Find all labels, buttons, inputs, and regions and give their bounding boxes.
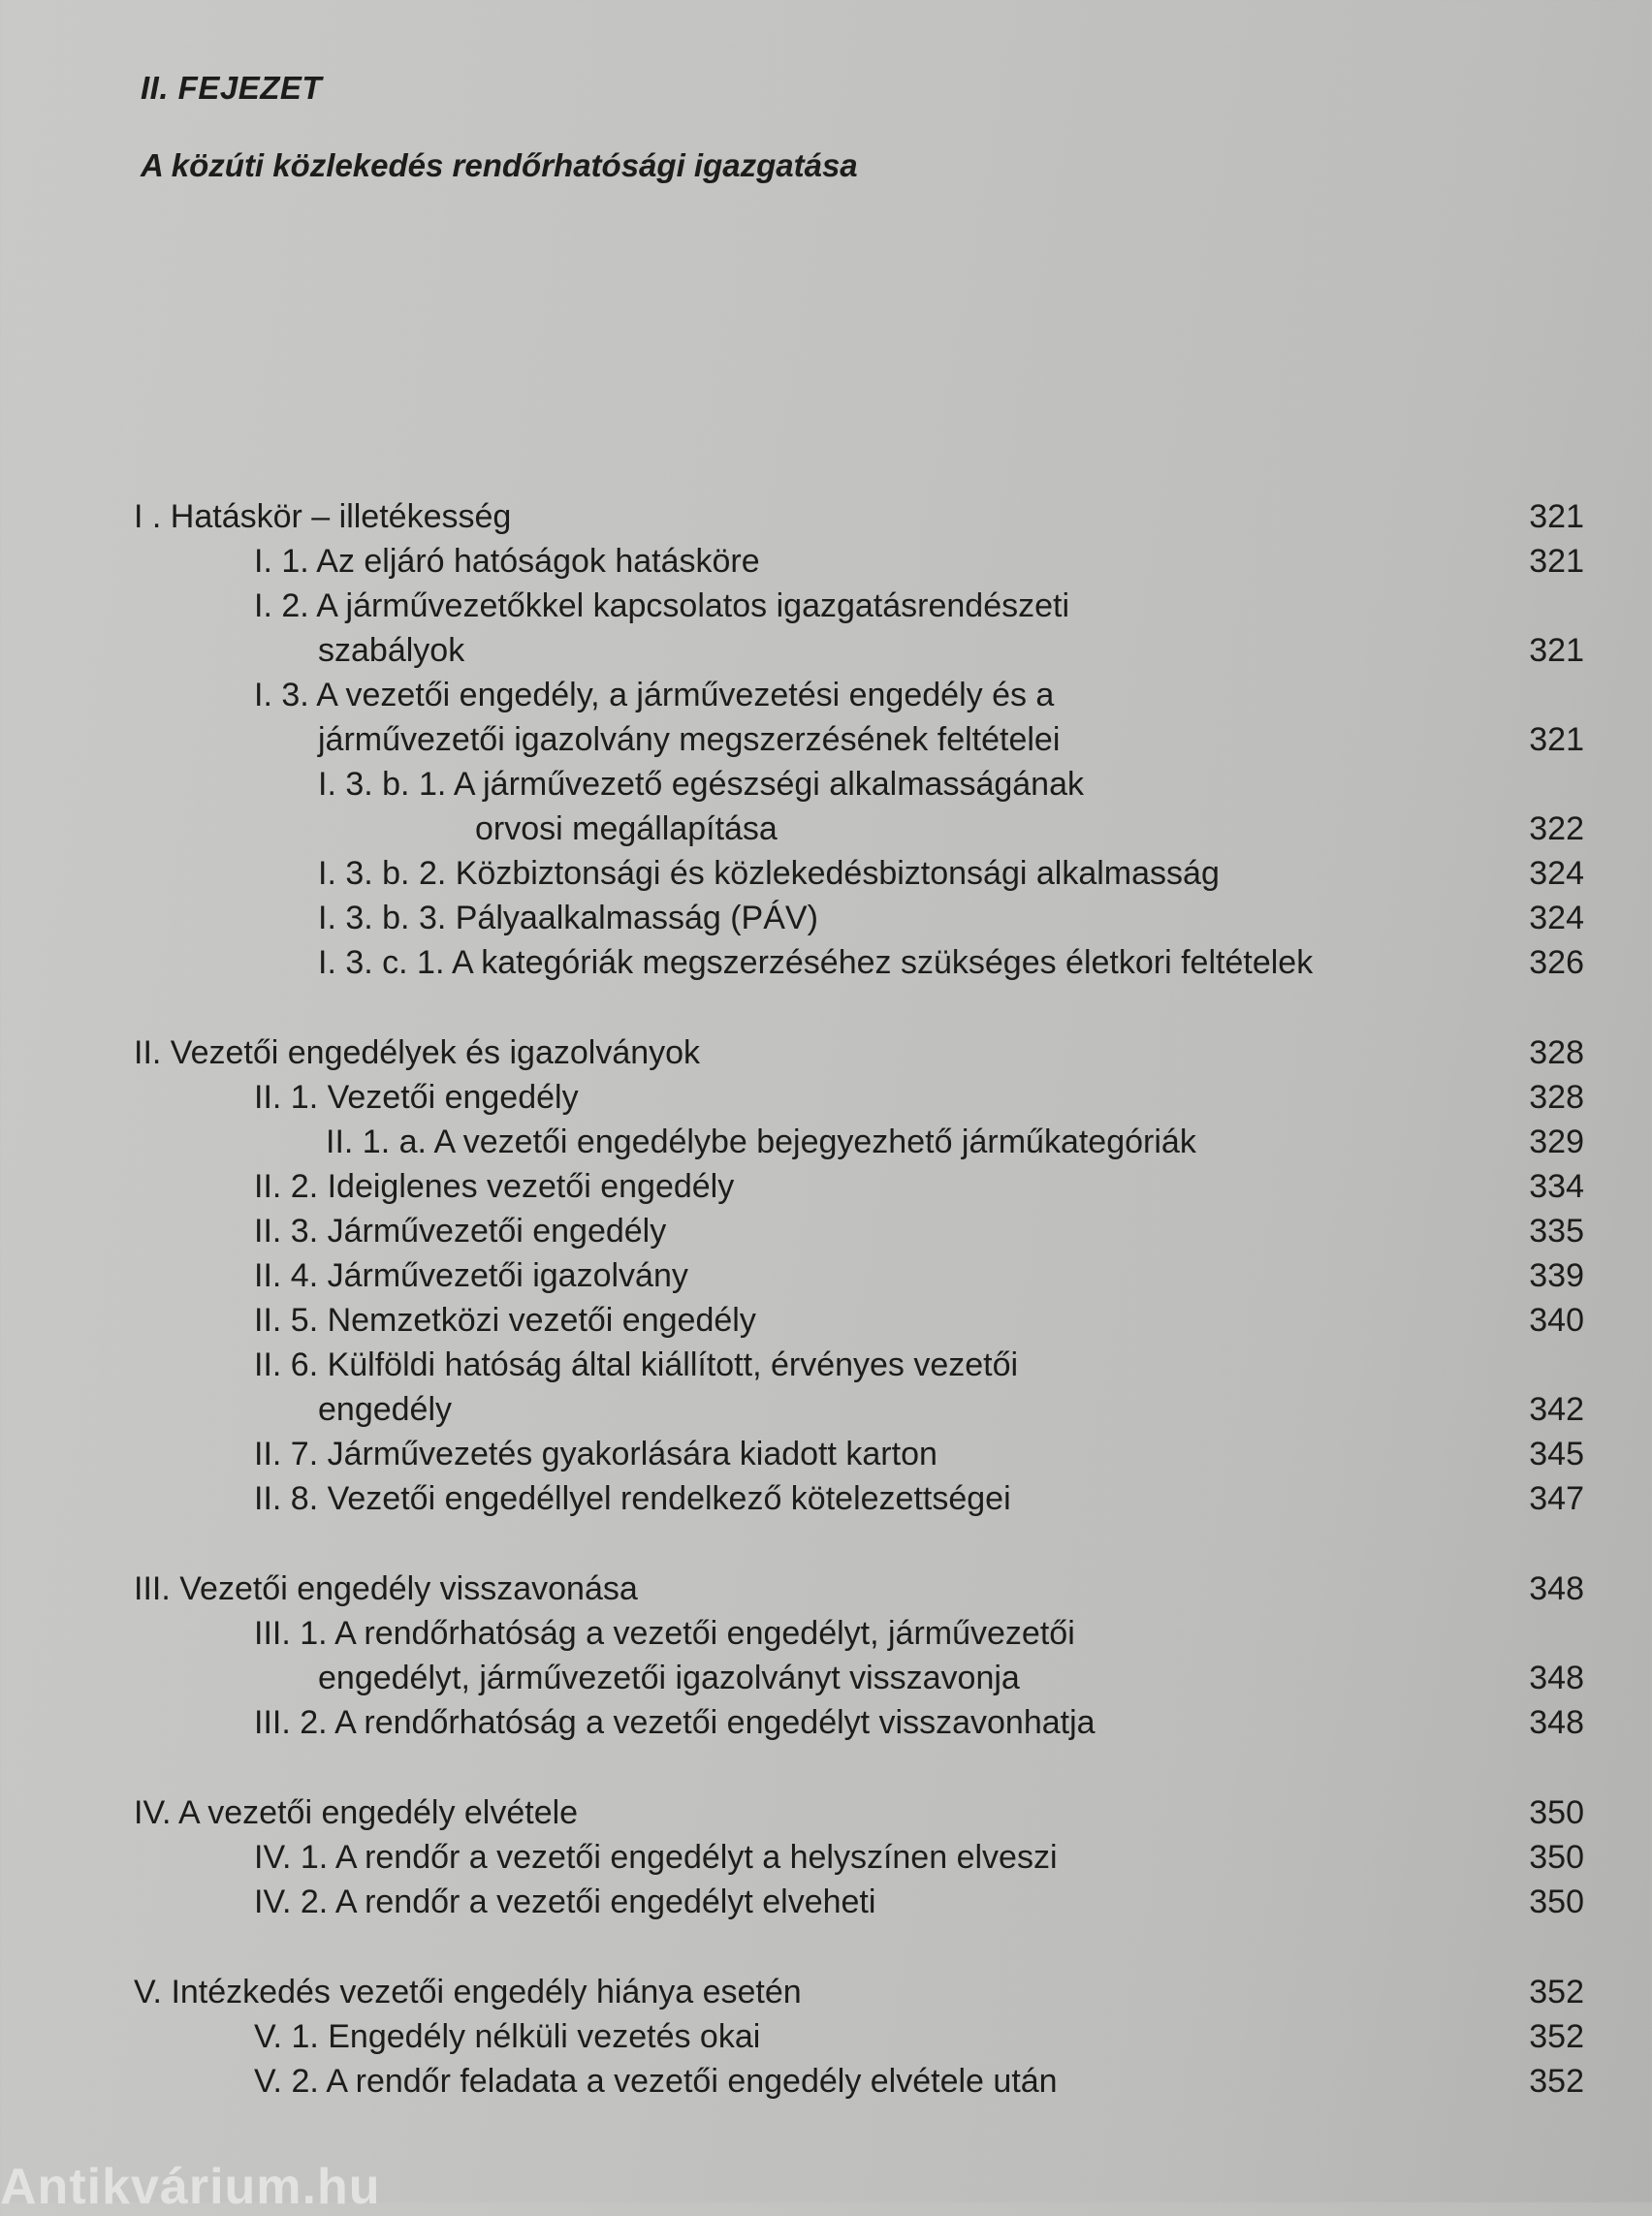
toc-page-number: 348	[1529, 1704, 1584, 1741]
toc-entry[interactable]	[0, 2014, 1652, 2059]
toc-entry-title: II. 8. Vezetői engedéllyel rendelkező kötelezettségei	[254, 1480, 1011, 1517]
toc-entry-title: I. 3. b. 3. Pályaalkalmasság (PÁV)	[318, 900, 818, 936]
toc-page-number: 321	[1529, 632, 1584, 669]
toc-page-number: 321	[1529, 498, 1584, 535]
toc-entry[interactable]	[0, 1700, 1652, 1745]
toc-page-number: 324	[1529, 900, 1584, 936]
toc-page-number: 352	[1529, 2018, 1584, 2055]
toc-entry-title: II. 1. Vezetői engedély	[254, 1079, 579, 1116]
table-of-contents	[0, 494, 1652, 2149]
toc-entry-title: II. 7. Járművezetés gyakorlására kiadott karton	[254, 1436, 937, 1472]
toc-entry[interactable]	[0, 1120, 1652, 1164]
toc-page-number: 347	[1529, 1480, 1584, 1517]
toc-page-number: 329	[1529, 1124, 1584, 1160]
toc-page-number: 321	[1529, 721, 1584, 758]
toc-entry-title: I. 3. A vezetői engedély, a járművezetési engedély és a	[254, 677, 1055, 713]
toc-section	[0, 1790, 1652, 1924]
toc-entry-title: szabályok	[318, 632, 465, 669]
toc-entry-title: II. 3. Járművezetői engedély	[254, 1213, 667, 1250]
toc-entry-title: I. 3. b. 1. A járművezető egészségi alkalmasságának	[318, 766, 1085, 803]
toc-entry-title: V. 2. A rendőr feladata a vezetői engedély elvétele után	[254, 2063, 1058, 2100]
toc-entry[interactable]	[0, 1387, 1652, 1432]
toc-page-number: 348	[1529, 1660, 1584, 1696]
toc-page-number: 328	[1529, 1079, 1584, 1116]
chapter-label: II. FEJEZET	[141, 70, 323, 106]
toc-entry[interactable]	[0, 1209, 1652, 1253]
toc-entry[interactable]	[0, 673, 1652, 717]
toc-page-number: 350	[1529, 1884, 1584, 1920]
toc-page-number: 334	[1529, 1168, 1584, 1205]
toc-page-number: 328	[1529, 1034, 1584, 1071]
toc-entry[interactable]	[0, 1298, 1652, 1343]
toc-entry-title: engedélyt, járművezetői igazolványt visszavonja	[318, 1660, 1020, 1696]
toc-entry[interactable]	[0, 1476, 1652, 1521]
chapter-title: A közúti közlekedés rendőrhatósági igazgatása	[141, 147, 858, 183]
toc-entry[interactable]	[0, 717, 1652, 762]
toc-entry[interactable]	[0, 494, 1652, 539]
toc-section	[0, 494, 1652, 985]
toc-entry-title: IV. 1. A rendőr a vezetői engedélyt a helyszínen elveszi	[254, 1839, 1058, 1876]
toc-page-number: 350	[1529, 1839, 1584, 1876]
toc-entry[interactable]	[0, 762, 1652, 807]
toc-entry-title: II. 1. a. A vezetői engedélybe bejegyezhető járműkategóriák	[326, 1124, 1196, 1160]
toc-section	[0, 1970, 1652, 2104]
toc-page-number: 322	[1529, 810, 1584, 847]
toc-entry-title: IV. 2. A rendőr a vezetői engedélyt elveheti	[254, 1884, 876, 1920]
toc-page-number: 321	[1529, 543, 1584, 580]
toc-entry[interactable]	[0, 1656, 1652, 1700]
toc-entry-title: V. Intézkedés vezetői engedély hiánya esetén	[134, 1974, 802, 2010]
toc-entry-title: II. 5. Nemzetközi vezetői engedély	[254, 1302, 756, 1339]
toc-entry-title: I. 3. c. 1. A kategóriák megszerzéséhez szükséges életkori feltételek	[318, 944, 1314, 981]
toc-section	[0, 1030, 1652, 1521]
toc-page-number: 352	[1529, 2063, 1584, 2100]
toc-entry[interactable]	[0, 940, 1652, 985]
toc-page-number: 340	[1529, 1302, 1584, 1339]
toc-page-number: 345	[1529, 1436, 1584, 1472]
toc-page-number: 339	[1529, 1257, 1584, 1294]
toc-entry[interactable]	[0, 807, 1652, 851]
toc-entry-title: I . Hatáskör – illetékesség	[134, 498, 512, 535]
watermark: Antikvárium.hu	[0, 2159, 381, 2215]
toc-entry[interactable]	[0, 1253, 1652, 1298]
toc-entry[interactable]	[0, 851, 1652, 896]
toc-entry-title: V. 1. Engedély nélküli vezetés okai	[254, 2018, 761, 2055]
toc-page-number: 352	[1529, 1974, 1584, 2010]
toc-entry[interactable]	[0, 1611, 1652, 1656]
toc-entry[interactable]	[0, 1075, 1652, 1120]
toc-entry[interactable]	[0, 1164, 1652, 1209]
toc-page-number: 335	[1529, 1213, 1584, 1250]
toc-entry-title: IV. A vezetői engedély elvétele	[134, 1794, 579, 1831]
toc-entry-title: III. 1. A rendőrhatóság a vezetői engedélyt, járművezetői	[254, 1615, 1075, 1652]
toc-entry[interactable]	[0, 1432, 1652, 1476]
toc-entry-title: II. Vezetői engedélyek és igazolványok	[134, 1034, 701, 1071]
toc-entry[interactable]	[0, 1970, 1652, 2014]
toc-entry-title: II. 6. Külföldi hatóság által kiállított, érvényes vezetői	[254, 1346, 1019, 1383]
toc-entry-title: engedély	[318, 1391, 453, 1428]
toc-entry-title: járművezetői igazolvány megszerzésének feltételei	[318, 721, 1061, 758]
toc-page-number: 342	[1529, 1391, 1584, 1428]
toc-entry[interactable]	[0, 628, 1652, 673]
toc-entry-title: III. 2. A rendőrhatóság a vezetői engedélyt visszavonhatja	[254, 1704, 1096, 1741]
toc-entry[interactable]	[0, 1880, 1652, 1924]
toc-entry[interactable]	[0, 1835, 1652, 1880]
toc-entry-title: II. 2. Ideiglenes vezetői engedély	[254, 1168, 735, 1205]
toc-entry[interactable]	[0, 896, 1652, 940]
toc-entry[interactable]	[0, 539, 1652, 584]
toc-entry-title: II. 4. Járművezetői igazolvány	[254, 1257, 688, 1294]
toc-entry[interactable]	[0, 584, 1652, 628]
toc-entry-title: I. 1. Az eljáró hatóságok hatásköre	[254, 543, 760, 580]
toc-page-number: 326	[1529, 944, 1584, 981]
toc-entry-title: I. 3. b. 2. Közbiztonsági és közlekedésbiztonsági alkalmasság	[318, 855, 1220, 892]
toc-page-number: 350	[1529, 1794, 1584, 1831]
toc-entry[interactable]	[0, 1343, 1652, 1387]
toc-section	[0, 1567, 1652, 1745]
toc-entry[interactable]	[0, 2059, 1652, 2104]
toc-entry-title: I. 2. A járművezetőkkel kapcsolatos igazgatásrendészeti	[254, 587, 1070, 624]
toc-page-number: 324	[1529, 855, 1584, 892]
toc-entry[interactable]	[0, 1030, 1652, 1075]
toc-entry[interactable]	[0, 1790, 1652, 1835]
toc-entry-title: orvosi megállapítása	[475, 810, 778, 847]
toc-entry[interactable]	[0, 1567, 1652, 1611]
toc-entry-title: III. Vezetői engedély visszavonása	[134, 1570, 638, 1607]
toc-page-number: 348	[1529, 1570, 1584, 1607]
